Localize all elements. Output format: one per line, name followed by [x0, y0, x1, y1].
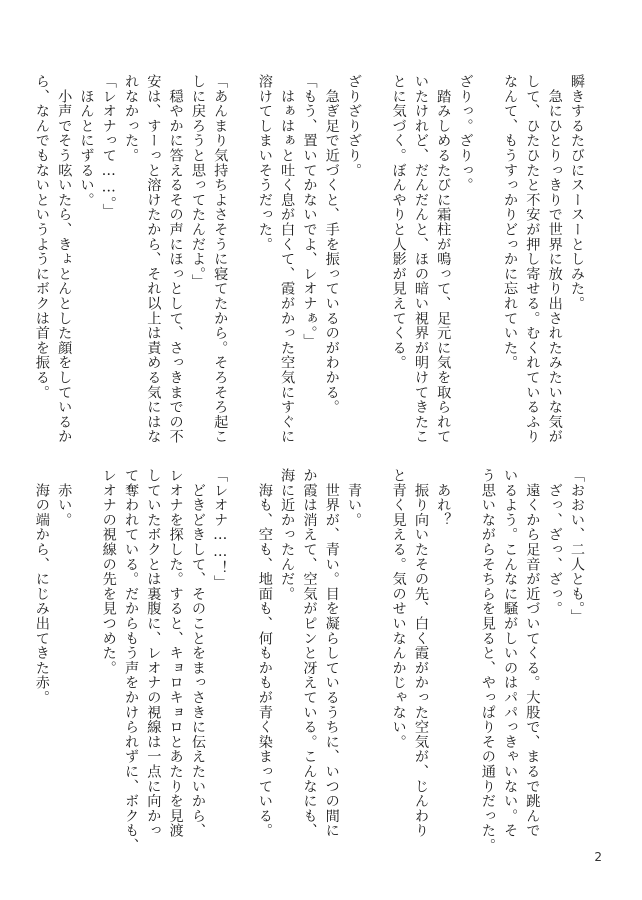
bottom-text-column: [33, 468, 588, 853]
bottom-text-line: していたボクとは裏腹に、レオナの視線は一点に向かっ: [145, 468, 162, 838]
bottom-paragraph-gap: [75, 468, 97, 778]
top-text-line: ら、なんでもないというようにボクは首を振る。: [33, 74, 50, 400]
top-text-line: れなかった。: [123, 74, 140, 163]
bottom-text-line: 遠くから足音が近づいてくる。大股で、まるで跳んで: [524, 468, 541, 838]
bottom-text-line: レオナを探した。すると、キョロキョロとあたりを見渡: [167, 468, 184, 838]
top-text-line: いたけれど、だんだんと、ほの暗い視界が明けてきたこ: [412, 74, 429, 444]
top-text-column: [33, 74, 588, 444]
top-text-line: 瞬きするたびにスースーとしみた。: [569, 74, 585, 311]
top-text-line: 溶けてしまいそうだった。: [256, 74, 273, 252]
bottom-paragraph-gap: [231, 468, 253, 778]
bottom-text-line: 海に近かったんだ。: [279, 468, 296, 602]
bottom-paragraph-gap: [365, 468, 387, 778]
bottom-text-line: か霞は消えて、空気がピンと冴えている。こんなにも、: [301, 468, 318, 838]
top-text-line: 急にひとりっきりで世界に放り出されたみたいな気が: [546, 74, 563, 444]
bottom-paragraph-gap: [454, 468, 476, 778]
bottom-text-line: レオナの視線の先を見つめた。: [100, 468, 117, 676]
bottom-text-line: 青い。: [346, 468, 363, 528]
bottom-text-line: 振り向いたその先、白く霞がかった空気が、じんわり: [412, 468, 429, 838]
bottom-text-line: 「レオナ……！」: [212, 468, 229, 590]
bottom-text-line: 海の端から、にじみ出てきた赤。: [33, 468, 50, 705]
bottom-text-line: いるよう。こんなに騒がしいのはパパっきゃいない。そ: [502, 468, 519, 838]
bottom-text-line: 海も、空も、地面も、何もかもが青く染まっている。: [256, 468, 273, 838]
bottom-text-line: て奪われている。だからもう声をかけられずに、ボクも、: [123, 468, 140, 853]
page-number: 2: [594, 850, 602, 864]
top-text-line: 「あんまり気持ちよさそうに寝てたから。そろそろ起こ: [212, 74, 229, 444]
bottom-text-line: ざっ、ざっ、ざっ。: [546, 468, 563, 616]
top-text-line: 小声でそう呟いたら、きょとんとした顔をしているか: [56, 74, 73, 444]
bottom-text-line: どきどきして、そのことをまっさきに伝えたいから、: [189, 468, 206, 838]
top-text-line: しに戻ろうと思ってたんだよ。」: [189, 74, 206, 289]
top-text-line: ざりざりざり。: [346, 74, 363, 178]
top-text-line: はぁはぁと吐く息が白くて、霞がかった空気にすぐに: [279, 74, 296, 444]
bottom-text-line: う思いながらそちらを見ると、やっぱりその通りだった。: [479, 468, 496, 853]
top-text-line: とに気づく。ぼんやりと人影が見えてくる。: [390, 74, 407, 370]
top-text-line: 「レオナって……。」: [100, 74, 117, 219]
bottom-text-line: 赤い。: [56, 468, 73, 528]
top-paragraph-gap: [365, 74, 387, 384]
top-text-line: 穏やかに答えるその声にほっとして、さっきまでの不: [167, 74, 184, 444]
top-text-line: なんて、もうすっかりどっかに忘れていた。: [502, 74, 519, 370]
top-paragraph-gap: [477, 74, 499, 384]
top-paragraph-gap: [231, 74, 253, 384]
top-text-line: ざりっ。ざりっ。: [457, 74, 474, 193]
top-text-line: 急ぎ足で近づくと、手を振っているのがわかる。: [323, 74, 340, 415]
top-text-line: ほんとにずるい。: [78, 74, 95, 208]
bottom-text-line: 世界が、青い。目を凝らしているうちに、いつの間に: [323, 468, 340, 838]
top-text-line: 踏みしめるたびに霜柱が鳴って、足元に気を取られて: [435, 74, 452, 444]
top-text-line: 安は、すーっと溶けたから、それ以上は責める気にはな: [145, 74, 162, 444]
bottom-text-line: と青く見える。気のせいなんかじゃない。: [390, 468, 407, 750]
top-text-line: して、ひたひたと不安が押し寄せる。むくれているふり: [524, 74, 541, 444]
bottom-text-line: 「おおい、二人とも。」: [569, 468, 585, 624]
top-text-line: 「もう、置いてかないでよ、レオナぁ。」: [301, 74, 318, 349]
bottom-text-line: あれ？: [435, 468, 452, 528]
